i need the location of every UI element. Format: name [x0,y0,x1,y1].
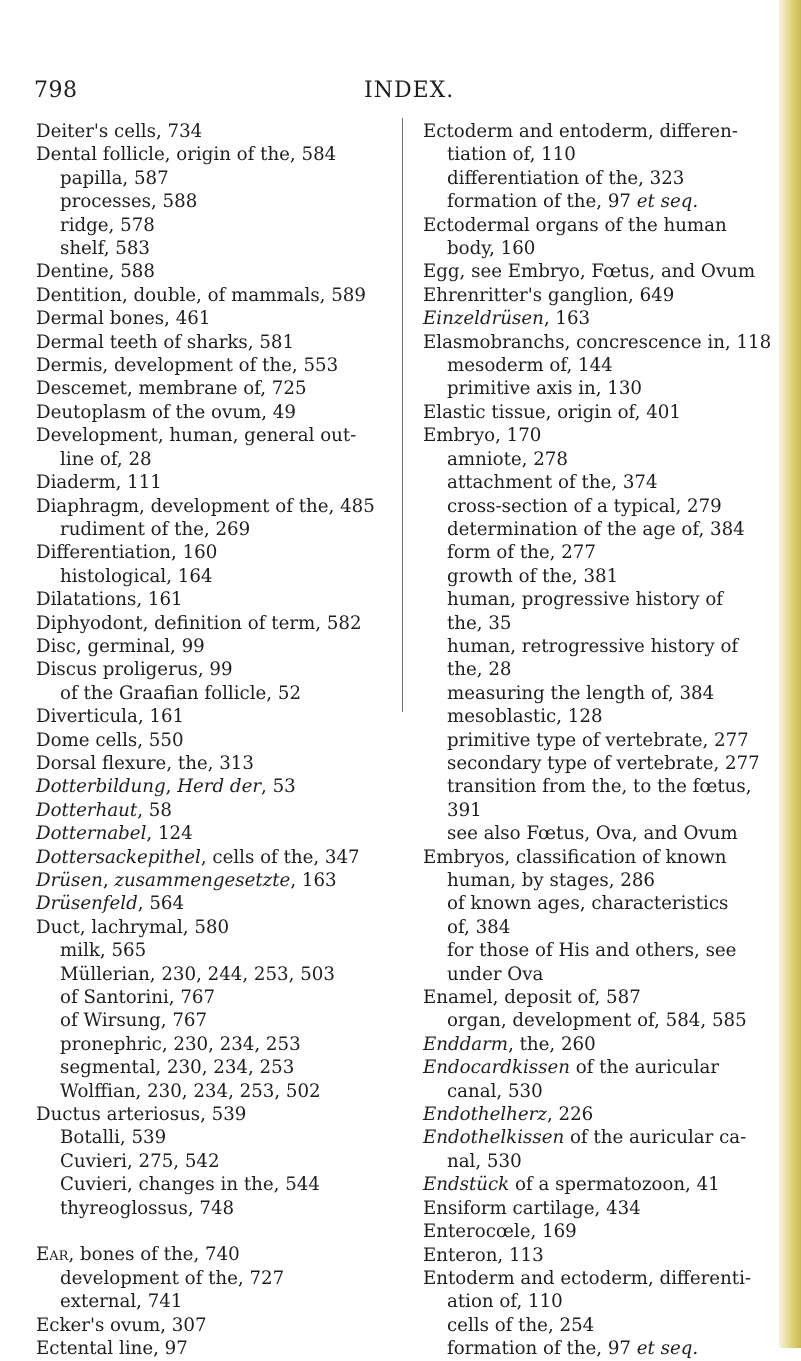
index-entry-text: , cells of the, 347 [200,846,360,868]
index-entry-text: Cuvieri, 275, 542 [60,1150,220,1172]
index-entry [36,1173,396,1196]
index-entry [36,448,396,471]
index-entry [423,799,775,822]
index-entry-text: primitive axis in, 130 [447,378,643,400]
index-entry [423,260,775,283]
index-entry [423,612,775,635]
index-entry-text: Embryo, 170 [423,425,542,447]
index-entry-text: Botalli, 539 [60,1127,167,1149]
index-entry-text: 391 [447,799,482,821]
index-entry [423,1267,775,1290]
index-entry-text: papilla, 587 [60,167,169,189]
index-entry-text: Deutoplasm of the ovum, 49 [36,401,296,423]
index-entry-text: Dermis, development of the, 553 [36,355,339,377]
column-divider [402,118,403,712]
index-entry-text: Endocardkissen [423,1057,570,1079]
index-entry [36,190,396,213]
index-entry-text: of known ages, characteristics [447,893,729,915]
index-entry [36,307,396,330]
index-entry [423,284,775,307]
index-entry [423,495,775,518]
index-entry [423,518,775,541]
page-title: INDEX. [364,78,455,103]
index-entry [423,541,775,564]
index-entry-text: transition from the, to the fœtus, [447,776,752,798]
index-entry [36,705,396,728]
index-entry [423,1290,775,1313]
index-entry [36,635,396,658]
index-entry [423,963,775,986]
index-entry-text: et seq. [636,1338,699,1360]
index-entry [423,190,775,213]
index-entry-text: nal, 530 [447,1150,522,1172]
index-entry-text: growth of the, 381 [447,565,619,587]
index-entry-text: see also Fœtus, Ova, and Ovum [447,823,738,845]
index-entry [36,424,396,447]
index-entry-text: human, progressive history of [447,589,724,611]
index-entry-text: of the auricular ca- [564,1127,747,1149]
index-entry-text: Diaderm, 111 [36,472,162,494]
index-entry [423,588,775,611]
index-column-left [36,120,396,1361]
index-entry-text: external, 741 [60,1291,183,1313]
index-entry-text: Development, human, general out- [36,425,357,447]
index-entry-text: Herd der [177,776,262,798]
index-entry [423,939,775,962]
index-entry-text: under Ova [447,963,544,985]
index-entry-text: canal, 530 [447,1080,543,1102]
index-entry-text: milk, 565 [60,940,147,962]
index-entry-text: of a spermatozoon, 41 [509,1174,720,1196]
index-entry-text: Müllerian, 230, 244, 253, 503 [60,963,335,985]
index-entry [423,635,775,658]
index-entry-text: of Santorini, 767 [60,987,216,1009]
index-entry [423,1033,775,1056]
index-entry-text: Ductus arteriosus, 539 [36,1104,247,1126]
index-entry-text: , [165,776,178,798]
index-entry [423,1244,775,1267]
index-entry [423,892,775,915]
index-entry-text: , the, 260 [508,1033,596,1055]
index-entry-text: , 58 [137,799,172,821]
page-number: 798 [34,78,78,103]
index-entry-text: Endothelkissen [423,1127,565,1149]
index-entry-text: human, retrogressive history of [447,635,739,657]
index-entry [36,143,396,166]
index-entry [423,1009,775,1032]
index-entry [423,705,775,728]
index-entry-text: the, 35 [447,612,512,634]
index-entry-text: Duct, lachrymal, 580 [36,916,230,938]
index-entry [423,120,775,143]
index-entry [423,377,775,400]
index-entry [423,471,775,494]
index-entry-text: Dotterbildung [36,776,166,798]
index-entry-text: Dermal bones, 461 [36,308,211,330]
index-entry-text: Dorsal flexure, the, 313 [36,752,254,774]
index-entry-text: Endothelherz [423,1104,547,1126]
index-entry-text: organ, development of, 584, 585 [447,1010,747,1032]
index-entry [423,354,775,377]
index-entry-text: Entoderm and ectoderm, differenti- [423,1267,752,1289]
index-entry [36,1243,396,1266]
index-entry [423,822,775,845]
index-entry-text: Ecker's ovum, 307 [36,1314,207,1336]
index-entry-text: Ectodermal organs of the human [423,214,727,236]
index-entry [423,729,775,752]
index-entry-text: Differentiation, 160 [36,542,218,564]
index-entry-text: Enterocœle, 169 [423,1221,577,1243]
index-entry [36,986,396,1009]
index-entry-text: Enteron, 113 [423,1244,544,1266]
index-entry-text: cross-section of a typical, 279 [447,495,722,517]
index-entry [423,1056,775,1079]
index-entry [423,682,775,705]
index-entry [423,869,775,892]
index-entry-text: Dentition, double, of mammals, 589 [36,284,366,306]
index-entry [36,518,396,541]
index-entry [36,939,396,962]
index-entry [423,846,775,869]
index-entry-text: mesoderm of, 144 [447,355,613,377]
index-entry-text: , 163 [543,308,591,330]
index-entry [423,565,775,588]
index-entry-text: Wolffian, 230, 234, 253, 502 [60,1080,321,1102]
index-entry-text: measuring the length of, 384 [447,682,715,704]
index-column-right [423,120,775,1361]
index-entry [36,1033,396,1056]
index-entry-text: , 53 [261,776,296,798]
index-entry [36,1197,396,1220]
index-entry [36,588,396,611]
index-entry [423,1220,775,1243]
index-entry [36,120,396,143]
index-entry [423,1197,775,1220]
index-entry-text: , [102,870,115,891]
index-entry [423,752,775,775]
index-entry-text: Ectoderm and entoderm, differen- [423,121,738,142]
index-entry-text: tiation of, 110 [447,144,576,166]
index-entry-text: Diphyodont, definition of term, 582 [36,612,362,634]
index-entry [36,1314,396,1337]
index-entry [423,1314,775,1337]
index-entry-text: determination of the age of, 384 [447,518,745,540]
index-entry [36,916,396,939]
index-entry [36,612,396,635]
index-entry-text: Dotterhaut [36,799,138,821]
index-entry-text: line of, 28 [60,448,152,470]
index-entry-text: Enamel, deposit of, 587 [423,987,641,1009]
index-entry [36,1126,396,1149]
index-entry [36,963,396,986]
index-entry-text: thyreoglossus, 748 [60,1197,235,1219]
index-entry-text: cells of the, 254 [447,1314,595,1336]
index-entry-text: Ehrenritter's ganglion, 649 [423,284,675,306]
index-entry-text: body, 160 [447,238,536,260]
index-entry-text: Dental follicle, origin of the, 584 [36,144,337,166]
index-entry-text: Elasmobranchs, concrescence in, 118 [423,331,772,353]
index-entry [36,167,396,190]
index-entry-text: , 564 [137,893,185,915]
index-entry-text: Diaphragm, development of the, 485 [36,495,375,517]
index-entry-text: et seq. [636,191,699,213]
index-entry [36,284,396,307]
index-entry [36,869,396,892]
index-entry [423,331,775,354]
index-entry-text: development of the, 727 [60,1267,285,1289]
index-entry-text: of, 384 [447,916,511,938]
index-entry-text: Embryos, classification of known [423,846,727,868]
index-entry-text: Dottersackepithel [36,846,201,868]
index-entry [36,1056,396,1079]
index-entry-text: of the Graafian follicle, 52 [60,682,302,704]
index-entry [36,658,396,681]
index-entry [423,214,775,237]
index-entry [423,1103,775,1126]
index-entry-text: shelf, 583 [60,238,150,260]
index-entry [423,775,775,798]
index-entry-text: Cuvieri, changes in the, 544 [60,1174,320,1196]
index-entry [36,1103,396,1126]
index-entry-text: attachment of the, 374 [447,472,658,494]
index-entry-text: of the auricular [569,1057,720,1079]
index-entry-text: Discus proligerus, 99 [36,659,233,681]
index-entry-text: Disc, germinal, 99 [36,635,205,657]
index-entry-text: , 124 [146,823,193,845]
index-entry [36,892,396,915]
index-entry [36,1290,396,1313]
index-entry [36,237,396,260]
index-entry [36,729,396,752]
index-entry-text: rudiment of the, 269 [60,518,251,540]
index-entry-text: segmental, 230, 234, 253 [60,1057,295,1079]
index-entry-text: Dentine, 588 [36,261,155,283]
index-entry-text: Drüsenfeld [36,893,138,915]
index-entry-text: formation of the, 97 [447,1338,637,1360]
index-entry [36,1009,396,1032]
index-entry [36,495,396,518]
index-entry-text: Endstück [423,1174,510,1196]
index-entry [36,377,396,400]
index-entry [423,237,775,260]
index-entry-text: Deiter's cells, 734 [36,121,203,142]
index-entry [36,331,396,354]
index-entry-text: the, 28 [447,659,512,681]
index-entry-text: Enddarm [423,1033,509,1055]
index-entry [36,1337,396,1360]
index-entry-text: amniote, 278 [447,448,568,470]
index-entry [36,775,396,798]
index-entry-text: ation of, 110 [447,1291,563,1313]
index-entry-text: Dotternabel [36,823,147,845]
index-entry-text: processes, 588 [60,191,198,213]
page-edge [779,0,801,1348]
index-entry [36,846,396,869]
index-entry-text: ridge, 578 [60,214,155,236]
index-entry-text: pronephric, 230, 234, 253 [60,1033,301,1055]
index-entry-text: Descemet, membrane of, 725 [36,378,307,400]
index-entry [423,307,775,330]
index-entry-text: mesoblastic, 128 [447,706,603,728]
index-entry [423,424,775,447]
index-entry [36,471,396,494]
index-entry [423,167,775,190]
index-entry [36,1150,396,1173]
index-entry-text: form of the, 277 [447,542,596,564]
index-entry [423,401,775,424]
index-entry-text: Drüsen [36,870,103,891]
index-entry [36,354,396,377]
index-entry [36,752,396,775]
index-entry-text: Dome cells, 550 [36,729,184,751]
index-entry-text: differentiation of the, 323 [447,167,685,189]
index-entry-text: Ectental line, 97 [36,1338,188,1360]
index-entry [36,260,396,283]
index-entry [36,1080,396,1103]
index-entry [36,1267,396,1290]
index-entry [423,1173,775,1196]
index-entry-text: , 163 [290,870,337,891]
index-entry-text: Diverticula, 161 [36,706,185,728]
index-entry-text: formation of the, 97 [447,191,637,213]
index-entry-text: secondary type of vertebrate, 277 [447,752,760,774]
index-entry [36,682,396,705]
index-entry [423,1150,775,1173]
index-entry [423,448,775,471]
index-entry [423,1337,775,1360]
index-entry [36,799,396,822]
page-header [34,78,764,106]
index-entry [423,658,775,681]
index-entry-text: , bones of the, 740 [68,1244,240,1266]
index-entry-text: histological, 164 [60,565,213,587]
index-entry-text: of Wirsung, 767 [60,1010,208,1032]
index-entry-text: for those of His and others, see [447,940,737,962]
index-entry-text: , 226 [546,1104,594,1126]
index-entry-text: Egg, see Embryo, Fœtus, and Ovum [423,261,756,283]
index-entry-text: primitive type of vertebrate, 277 [447,729,749,751]
index-entry-text: Einzeldrüsen [423,308,544,330]
index-entry [36,401,396,424]
index-entry [423,1080,775,1103]
index-entry [36,822,396,845]
index-entry [36,214,396,237]
index-entry-text: Dermal teeth of sharks, 581 [36,331,295,353]
index-entry-text: Dilatations, 161 [36,589,183,611]
index-entry [423,986,775,1009]
index-entry [36,565,396,588]
index-entry-text: human, by stages, 286 [447,870,655,891]
index-entry [423,916,775,939]
index-entry-text: Elastic tissue, origin of, 401 [423,401,681,423]
index-entry [36,541,396,564]
index-entry-text: zusammengesetzte [114,870,291,891]
index-entry-text: Ensiform cartilage, 434 [423,1197,641,1219]
index-entry [423,143,775,166]
index-entry [423,1126,775,1149]
index-entry-text: Ear [36,1244,69,1266]
